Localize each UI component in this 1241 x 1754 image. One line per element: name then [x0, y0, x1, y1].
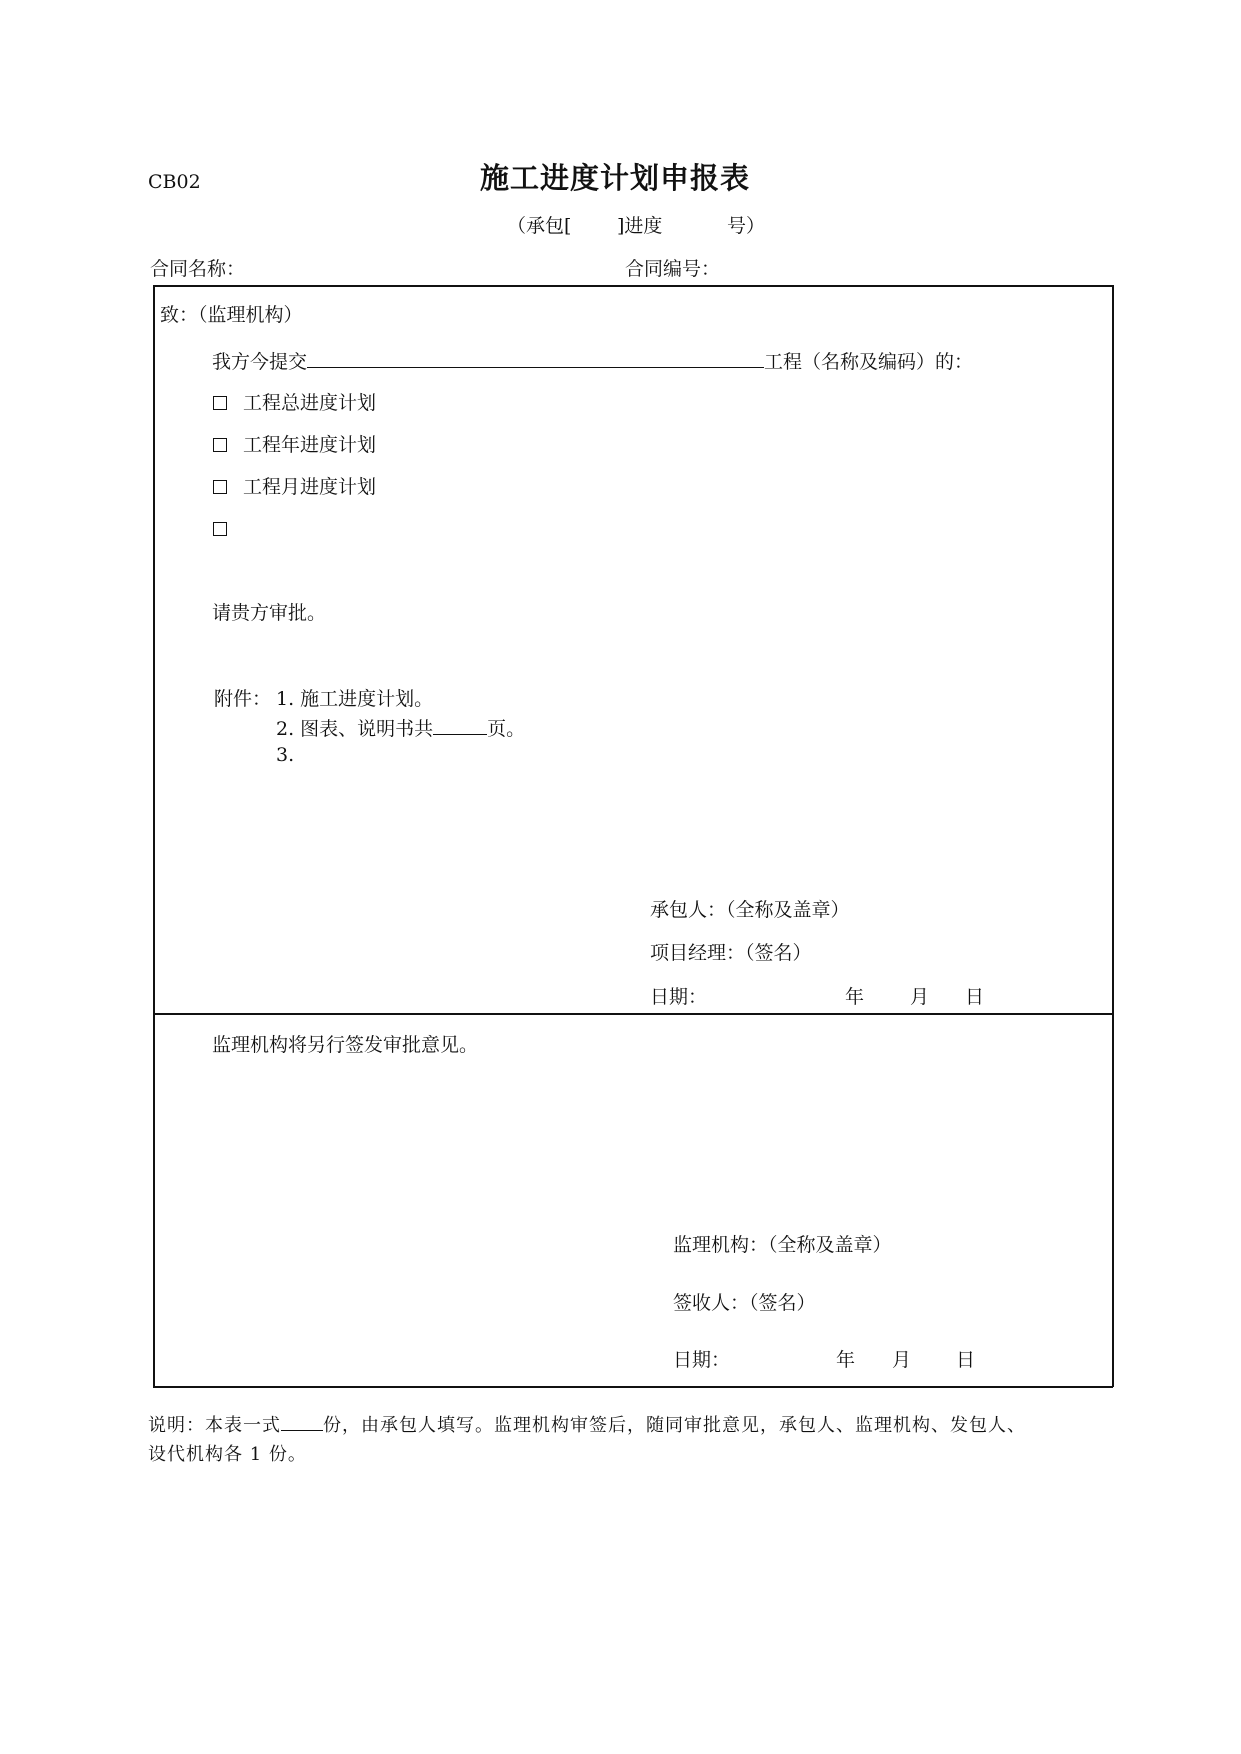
- contract-number-label: 合同编号：: [625, 258, 721, 280]
- checkbox[interactable]: [213, 438, 227, 452]
- table-top-border: [153, 285, 1113, 287]
- form-code: CB02: [148, 171, 201, 193]
- date-label: 日期：: [673, 1349, 731, 1371]
- footer-note-line2: 设代机构各 1 份。: [148, 1444, 307, 1465]
- attachment-item: 3.: [276, 744, 295, 766]
- table-right-border: [1112, 285, 1114, 1387]
- submit-line: [212, 351, 973, 372]
- table-left-border: [153, 285, 155, 1387]
- contractor-signature-label: 承包人：（全称及盖章）: [650, 899, 850, 921]
- plan-option[interactable]: [213, 394, 376, 413]
- copy-count-blank[interactable]: [281, 1414, 323, 1431]
- submit-suffix: 工程（名称及编码）的：: [764, 351, 974, 373]
- attachment-item: [276, 718, 525, 739]
- signer-label: 签收人：（签名）: [673, 1292, 816, 1314]
- plan-option[interactable]: [213, 520, 237, 539]
- request-text: 请贵方审批。: [212, 602, 327, 624]
- table-bottom-border: [153, 1386, 1113, 1388]
- subtitle-mid: ]进度: [617, 215, 663, 237]
- plan-option[interactable]: [213, 478, 376, 497]
- attachments-label: 附件：: [214, 688, 272, 710]
- attachment-item-suffix: 页。: [487, 718, 526, 740]
- month-label: 月: [892, 1349, 912, 1371]
- plan-option-label: 工程月进度计划: [243, 476, 377, 498]
- day-label: 日: [965, 986, 985, 1008]
- checkbox[interactable]: [213, 480, 227, 494]
- month-label: 月: [910, 986, 930, 1008]
- page-count-blank[interactable]: [433, 718, 487, 735]
- subtitle-suffix: 号）: [727, 215, 766, 237]
- checkbox[interactable]: [213, 522, 227, 536]
- plan-option-label: 工程年进度计划: [243, 434, 377, 456]
- day-label: 日: [956, 1349, 976, 1371]
- footer-note-suffix: 份，由承包人填写。监理机构审签后，随同审批意见，承包人、监理机构、发包人、: [323, 1415, 1026, 1436]
- plan-option[interactable]: [213, 436, 376, 455]
- subtitle-prefix: （承包[: [507, 215, 572, 237]
- attachment-item: 1. 施工进度计划。: [276, 688, 434, 710]
- manager-signature-label: 项目经理：（签名）: [650, 942, 812, 964]
- checkbox[interactable]: [213, 396, 227, 410]
- attachment-item-prefix: 2. 图表、说明书共: [276, 718, 434, 740]
- year-label: 年: [836, 1349, 856, 1371]
- supervisor-org-label: 监理机构：（全称及盖章）: [673, 1234, 892, 1256]
- date-label: 日期：: [650, 986, 708, 1008]
- project-name-blank[interactable]: [307, 351, 764, 368]
- section-divider: [153, 1013, 1113, 1015]
- addressee-label: 致：（监理机构）: [160, 304, 303, 326]
- year-label: 年: [845, 986, 865, 1008]
- plan-option-label: 工程总进度计划: [243, 392, 377, 414]
- contract-name-label: 合同名称：: [150, 258, 246, 280]
- submit-prefix: 我方今提交: [212, 351, 308, 373]
- page-title: 施工进度计划申报表: [480, 161, 751, 195]
- footer-note-prefix: 说明：本表一式: [148, 1415, 281, 1436]
- footer-note-line1: [148, 1414, 1026, 1435]
- supervisor-note: 监理机构将另行签发审批意见。: [212, 1034, 479, 1056]
